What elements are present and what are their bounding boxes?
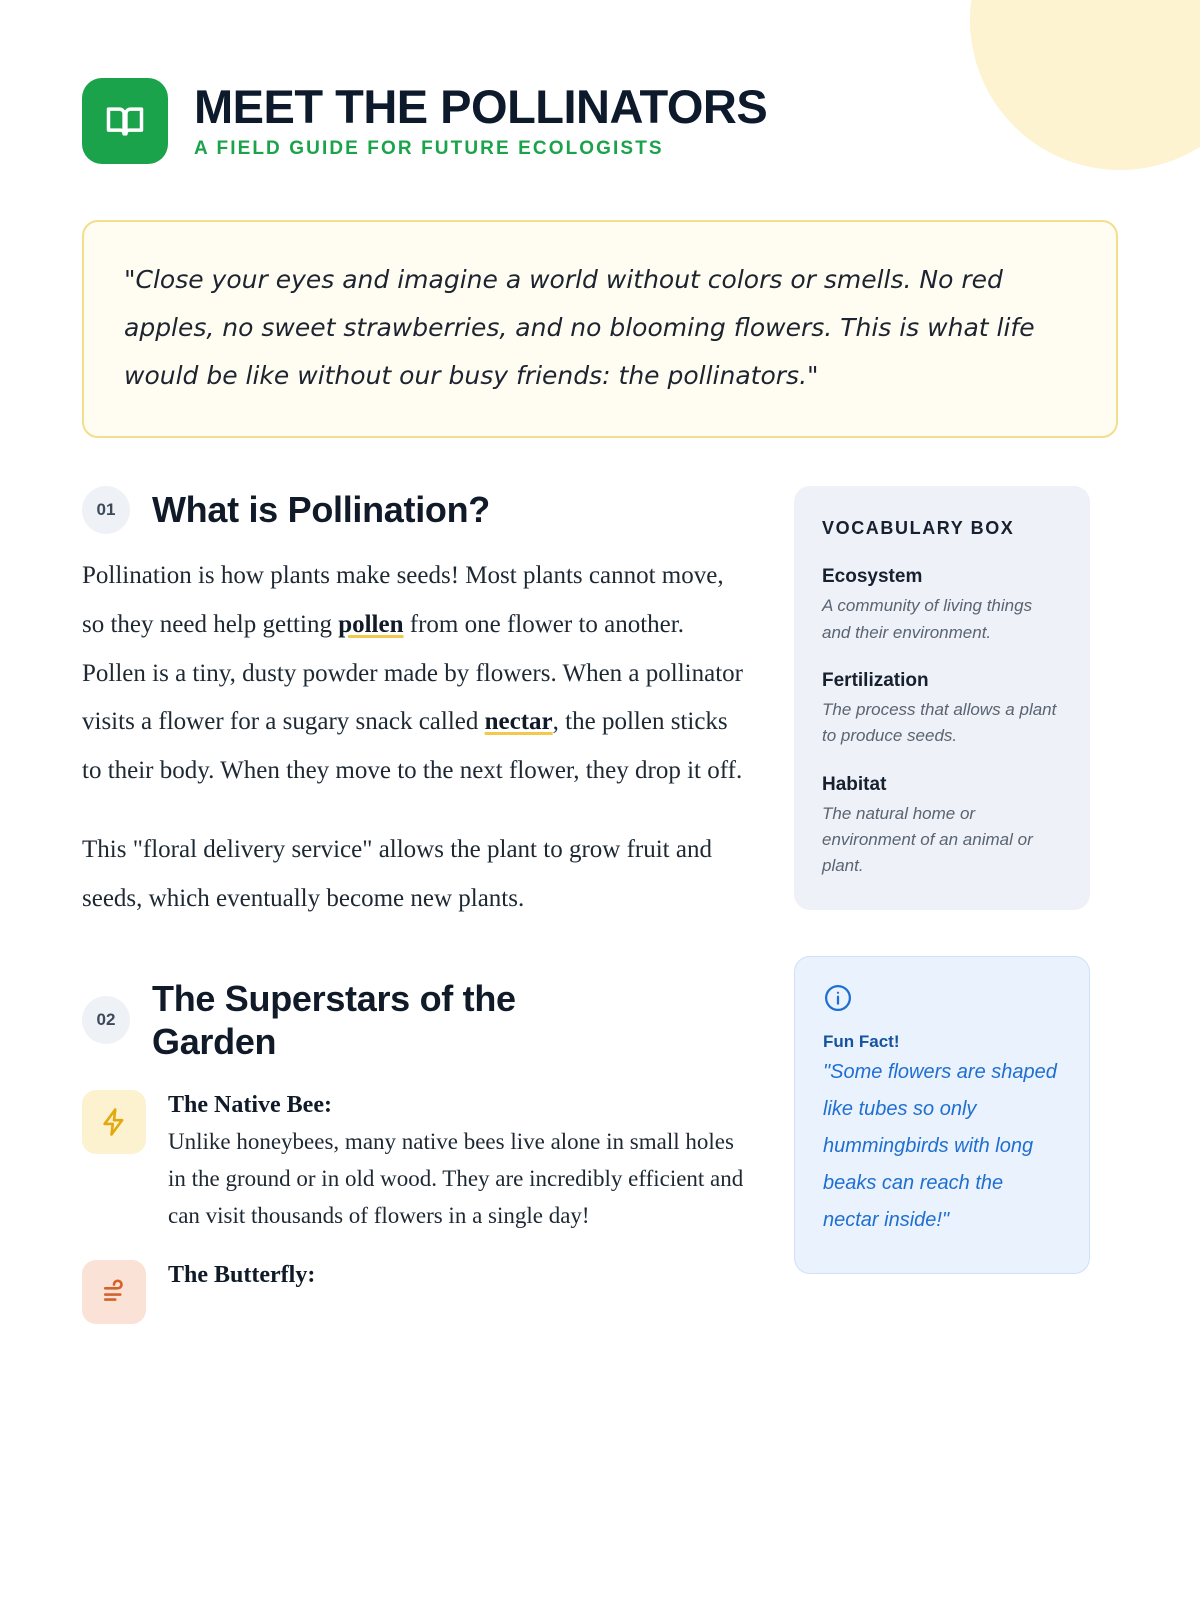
open-book-icon xyxy=(82,78,168,164)
list-item-title: The Native Bee: xyxy=(168,1091,332,1118)
paragraph-text-b: from one flower to another. Pollen is a tiny, dusty powder made by flowers. When a pollinator visits a flower for a sugary snack called xyxy=(82,610,743,736)
pull-quote-box xyxy=(82,220,1118,438)
vocabulary-box-heading: VOCABULARY BOX xyxy=(822,518,1015,538)
list-item xyxy=(82,1260,752,1324)
title-block xyxy=(194,79,768,160)
vocabulary-term: Habitat xyxy=(822,773,887,795)
fun-fact-label: Fun Fact! xyxy=(823,1031,900,1051)
section-heading-02 xyxy=(82,977,752,1063)
section-number-badge: 02 xyxy=(82,996,130,1044)
vocabulary-definition: The natural home or environment of an animal or plant. xyxy=(822,803,1033,876)
fun-fact-text: "Some flowers are shaped like tubes so only hummingbirds with long beaks can reach the nectar inside!" xyxy=(823,1060,1057,1231)
paragraph-text-a: Pollination is how plants make seeds! Most plants cannot move, so they need help getting xyxy=(82,562,724,638)
list-item-text: Unlike honeybees, many native bees live alone in small holes in the ground or in old wood. They are incredibly efficient and can visit thousands of flowers in a single day! xyxy=(168,1128,744,1229)
fun-fact-box xyxy=(794,956,1090,1274)
butterfly-wave-icon xyxy=(82,1260,146,1324)
body-grid xyxy=(82,486,1118,1324)
vocabulary-term: Ecosystem xyxy=(822,566,923,588)
list-item xyxy=(82,1090,752,1235)
vocabulary-box xyxy=(794,486,1090,910)
list-item-title: The Butterfly: xyxy=(168,1262,316,1289)
sidebar xyxy=(794,486,1090,1274)
document-header xyxy=(82,0,1118,164)
paragraph-text-c: , the pollen sticks to their body. When they move to the next flower, they drop it off. xyxy=(82,708,743,784)
vocabulary-definition: A community of living things and their environment. xyxy=(822,596,1033,642)
section-heading-01 xyxy=(82,486,752,534)
info-circle-icon xyxy=(823,983,1061,1018)
page-title: MEET THE POLLINATORS xyxy=(194,79,768,133)
section-01-paragraph-2: This "floral delivery service" allows the plant to grow fruit and seeds, which eventually become new plants. xyxy=(82,835,712,912)
vocabulary-item xyxy=(822,774,1062,880)
vocabulary-term: Fertilization xyxy=(822,669,929,691)
pull-quote-text: "Close your eyes and imagine a world without colors or smells. No red apples, no sweet strawberries, and no blooming flowers. This is what life would be like without our busy friends: the pollinators." xyxy=(124,265,1035,390)
section-title: What is Pollination? xyxy=(152,489,490,531)
vocabulary-definition: The process that allows a plant to produce seeds. xyxy=(822,699,1057,746)
vocabulary-item xyxy=(822,670,1062,750)
list-item-body xyxy=(168,1260,315,1324)
vocabulary-item xyxy=(822,566,1062,646)
keyword-nectar: nectar xyxy=(484,708,553,736)
list-item-body xyxy=(168,1090,752,1235)
section-number-badge: 01 xyxy=(82,486,130,534)
lightning-bolt-icon xyxy=(82,1090,146,1154)
keyword-pollen: pollen xyxy=(338,610,404,638)
page-subtitle: A FIELD GUIDE FOR FUTURE ECOLOGISTS xyxy=(194,137,664,159)
section-01-paragraph-1 xyxy=(82,552,752,796)
section-title: The Superstars of the Garden xyxy=(152,978,516,1063)
main-column xyxy=(82,486,752,1324)
